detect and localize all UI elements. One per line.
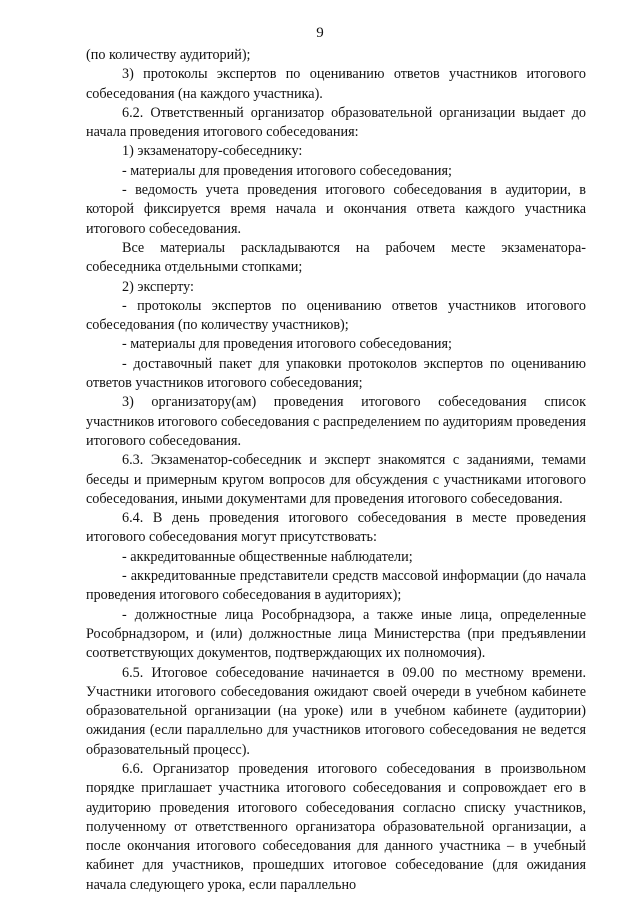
paragraph: - доставочный пакет для упаковки протоколов экспертов по оцениванию ответов участников итогового собеседования;	[86, 355, 586, 392]
paragraph: - аккредитованные общественные наблюдатели;	[122, 548, 413, 565]
paragraph: 6.4. В день проведения итогового собеседования в месте проведения итогового собеседования могут присутствовать:	[86, 510, 586, 546]
paragraph: Все материалы раскладываются на рабочем месте экзаменатора-собеседника отдельными стопками;	[86, 239, 586, 276]
document-body	[86, 46, 586, 895]
paragraph: - ведомость учета проведения итогового собеседования в аудитории, в которой фиксируется время начала и окончания ответа каждого участника итогового собеседования.	[86, 182, 586, 237]
paragraph: 2) эксперту:	[122, 278, 194, 295]
paragraph: - протоколы экспертов по оцениванию ответов участников итогового собеседования (по количеству участников);	[86, 297, 586, 334]
paragraph: 1) экзаменатору-собеседнику:	[122, 143, 303, 160]
paragraph: - материалы для проведения итогового собеседования;	[122, 162, 452, 179]
paragraph: 6.5. Итоговое собеседование начинается в 09.00 по местному времени. Участники итогового собеседования ожидают своей очереди в учебном кабинете образовательной организации (на уроке) или в учебном кабинете (аудитории) ожидания (если параллельно для участников итогового собеседования не ведется образовательный процесс).	[86, 664, 586, 758]
paragraph: - материалы для проведения итогового собеседования;	[122, 336, 452, 353]
paragraph: 6.6. Организатор проведения итогового собеседования в произвольном порядке приглашает участника итогового собеседования и сопровождает его в аудиторию проведения итогового собеседования согласно списку участников, полученному от ответственного организатора образовательной организации, а после окончания итогового собеседования для данного участника – в учебный кабинет для участников, прошедших итоговое собеседование (для ожидания начала следующего урока, если параллельно	[86, 760, 586, 893]
paragraph: - аккредитованные представители средств массовой информации (до начала проведения итогового собеседования в аудиториях);	[86, 568, 586, 604]
paragraph: - должностные лица Рособрнадзора, а также иные лица, определенные Рособрнадзором, и (или) должностные лица Министерства (при предъявлении соответствующих документов, подтверждающих их полномочия).	[86, 606, 586, 662]
paragraph: 3) протоколы экспертов по оцениванию ответов участников итогового собеседования (на каждого участника).	[86, 66, 586, 102]
page-number: 9	[316, 25, 324, 41]
paragraph: 3) организатору(ам) проведения итогового собеседования список участников итогового собеседования с распределением по аудиториям проведения итогового собеседования.	[86, 394, 586, 449]
paragraph: 6.3. Экзаменатор-собеседник и эксперт знакомятся с заданиями, темами беседы и примерным кругом вопросов для обсуждения с участниками итогового собеседования, иными документами для проведения итогового собеседования.	[86, 452, 586, 507]
paragraph: (по количеству аудиторий);	[86, 47, 251, 63]
paragraph: 6.2. Ответственный организатор образовательной организации выдает до начала проведения итогового собеседования:	[86, 104, 586, 141]
